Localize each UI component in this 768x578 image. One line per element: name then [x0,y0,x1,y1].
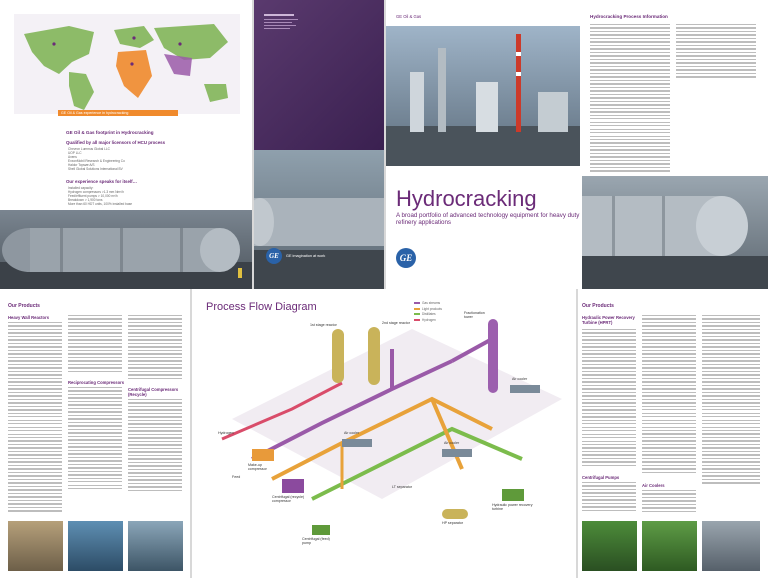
label-reactor-2: 2nd stage reactor [382,321,410,325]
label-lt-separator: LT separator [392,485,413,489]
label-air-cooler-top: Air cooler [512,377,528,381]
licensor-item: UOP LLC [68,151,82,155]
recycle-compressor-photo [128,521,183,571]
experience-item: Hydrogen compressors >1.3 mm Nm³/h [68,190,124,194]
air-cooler-photo [702,521,760,571]
heavy-wall-heading: Heavy Wall Reactors [8,315,50,320]
licensor-item: Chevron Lummus Global LLC [68,147,110,151]
products-text-col3 [128,315,182,381]
label-recycle: Centrifugal (recycle) compressor [272,495,305,503]
subtitle: A broad portfolio of advanced technology equipment for heavy duty refinery applications [396,212,580,227]
recip-heading: Reciprocating Compressors [68,380,125,385]
licensor-item: Shell Global Solutions International BV [68,167,123,171]
feed-pump [312,525,330,535]
back-cover-lower-photo [254,150,384,289]
label-air-cooler-low: Air cooler [444,441,460,445]
label-reactor-1: 1st stage reactor [310,323,337,327]
label-pump: Centrifugal (feed) pump [302,537,330,545]
world-map [14,14,240,114]
products-title: Our Products [8,303,40,309]
hprt-text [582,329,636,468]
recycle-compressor [282,479,304,493]
refinery-photo [386,26,580,166]
products-right-col2 [642,315,696,475]
label-feed: Feed [232,475,241,479]
licensor-list [68,147,188,171]
diagram-title: Process Flow Diagram [206,301,317,313]
refinery-graphic [386,26,580,166]
centrifugal-recycle-text [128,399,182,493]
air-cooler-top [510,385,540,393]
back-cover-page [254,0,384,289]
heavy-wall-text [8,322,62,514]
address-block [264,14,304,31]
centrifugal-recycle-heading: Centrifugal Compressors (Recycle) [128,387,179,398]
footprint-heading: GE Oil & Gas footprint in Hydrocracking [66,130,154,135]
pumps-heading: Centrifugal Pumps [582,475,620,480]
fractionator-vessel [488,319,498,393]
ge-logo: GE [266,248,282,264]
label-hprt: Hydraulic power recovery turbine [492,503,533,511]
makeup-compressor [252,449,274,461]
products-left-page [0,289,190,578]
brochure-inner-spread [0,289,768,578]
reactor-2-vessel [368,327,380,385]
hprt-photo [582,521,637,571]
hprt-machine [502,489,524,501]
hp-separator [442,509,468,519]
qualified-title: Qualified by all major licensors of HCU process [66,140,166,145]
label-separator: HP separator [442,521,464,525]
imagination-tagline: GE imagination at work [286,254,326,258]
legend-label: Hydrogen [422,317,436,322]
legend-label: Light products [422,306,443,311]
reactor-vessel-photo [0,210,252,289]
reactor-vessel-graphic [0,210,252,289]
licensor-item: ExxonMobil Research & Engineering Co [68,159,125,163]
label-hydrogen: Hydrogen [218,431,234,435]
legend-label: Distillates [422,312,436,316]
products-right-col3 [702,315,760,486]
vessel-transport-graphic [254,150,384,289]
label-air-cooler-mid: Air cooler [344,431,360,435]
world-map-graphic [14,14,240,114]
licensor-item: Axens [68,155,77,159]
vessel-photo-right [582,176,768,289]
flow-diagram [192,289,576,578]
products-right-page [578,289,768,578]
experience-title: Our experience speaks for itself… [66,179,138,184]
brand-label: GE Oil & Gas [396,14,422,19]
products-text-col2 [68,315,122,374]
article-title: Hydrocracking Process Information [590,14,668,19]
ge-logo: GE [396,248,416,268]
experience-highlight [58,110,178,116]
back-cover-photo [254,0,384,150]
reactor-photo [8,521,63,571]
experience-item: Installed capacity: [68,186,94,190]
main-title: Hydrocracking [396,186,537,211]
process-flow-page [192,289,576,578]
experience-item: Breakdown > 1,900 tons [68,198,103,202]
air-coolers-heading: Air Coolers [642,483,665,488]
experience-highlight-label: GE Oil & Gas experience in hydrocracking [61,111,129,115]
label-makeup: Make-up compressor [248,463,267,471]
pump-photo [642,521,697,571]
legend-label: Gas streams [422,301,441,305]
vessel-graphic-right [582,176,768,289]
pumps-text [582,482,636,513]
left-page [0,0,252,289]
experience-item: Feed/effluent pumps > 10,000 m³/h [68,194,118,198]
air-cooler-low [442,449,472,457]
intro-text [590,24,670,174]
licensor-item: Haldor Topsøe A/S [68,163,95,167]
label-fractionator: Fractionation tower [464,311,485,319]
products-title-right: Our Products [582,303,614,309]
experience-item: More than 60 HDT units, 100% installed base [68,202,133,206]
air-cooler-mid [342,439,372,447]
compressor-photo [68,521,123,571]
recip-text [68,387,122,492]
experience-list [68,186,188,206]
air-coolers-text [642,490,696,514]
intro-text-col2 [676,24,756,80]
hprt-heading: Hydraulic Power Recovery Turbine (HPRT) [582,315,635,326]
reactor-1-vessel [332,329,344,383]
front-cover-page [386,0,768,289]
